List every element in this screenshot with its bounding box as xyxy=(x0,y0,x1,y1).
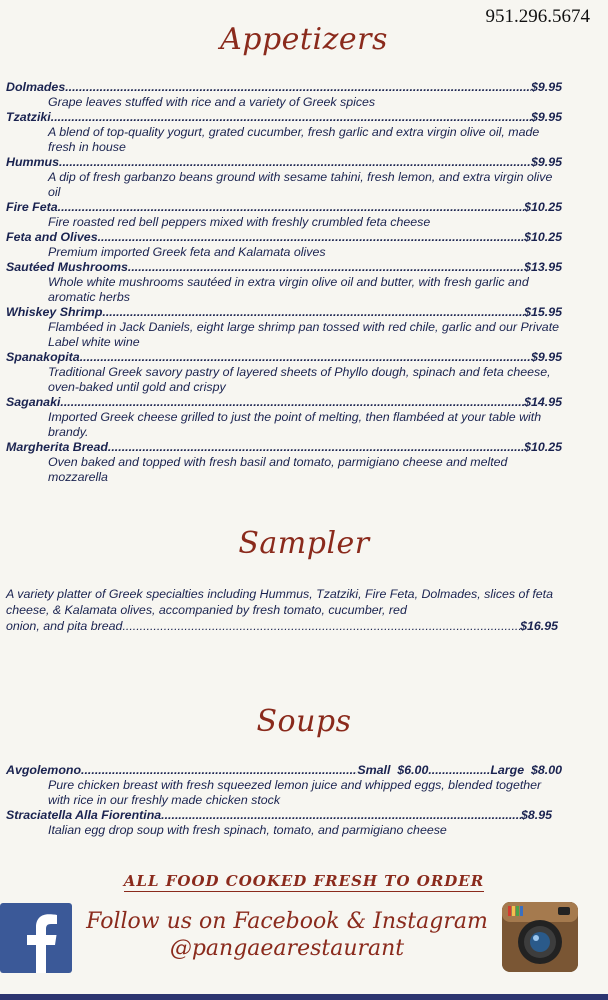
item-name: Spanakopita xyxy=(6,350,80,364)
item-name: Saganaki xyxy=(6,395,61,409)
item-name: Dolmades xyxy=(6,80,66,94)
item-price: $8.95 xyxy=(520,808,552,822)
menu-item xyxy=(6,305,562,350)
menu-item xyxy=(6,395,562,440)
item-price: $10.25 xyxy=(524,230,562,244)
item-name: Whiskey Shrimp xyxy=(6,305,103,319)
small-label: Small xyxy=(357,763,391,777)
item-price: $9.95 xyxy=(530,80,562,94)
menu-item xyxy=(6,763,562,808)
sampler-price: $16.95 xyxy=(520,619,558,633)
follow-line: Follow us on Facebook & Instagram xyxy=(86,909,488,934)
item-name: Sautéed Mushrooms xyxy=(6,260,128,274)
soups-list xyxy=(6,763,562,838)
menu-item xyxy=(6,110,562,155)
bottom-border xyxy=(0,994,608,1000)
menu-item xyxy=(6,808,552,838)
item-price: $15.95 xyxy=(524,305,562,319)
instagram-icon[interactable] xyxy=(502,902,578,972)
large-label: Large xyxy=(490,763,525,777)
small-price: $6.00 xyxy=(397,763,429,777)
item-price: $9.95 xyxy=(530,350,562,364)
item-price: $10.25 xyxy=(524,200,562,214)
item-description: Traditional Greek savory pastry of layered sheets of Phyllo dough, spinach and feta cheese, oven-baked until gold and crispy xyxy=(48,365,551,394)
item-price: $9.95 xyxy=(530,155,562,169)
menu-item xyxy=(6,200,562,230)
menu-item xyxy=(6,260,562,305)
item-name: Avgolemono xyxy=(6,763,82,777)
social-handle: @pangaearestaurant xyxy=(169,936,405,961)
large-price: $8.00 xyxy=(530,763,562,777)
item-name: Tzatziki xyxy=(6,110,51,124)
item-description: Imported Greek cheese grilled to just the point of melting, then flambéed at your table with brandy. xyxy=(48,410,542,439)
item-name: Fire Feta xyxy=(6,200,58,214)
menu-item xyxy=(6,80,562,110)
item-description: A blend of top-quality yogurt, grated cucumber, fresh garlic and extra virgin olive oil, made fresh in house xyxy=(48,125,540,154)
item-price: $10.25 xyxy=(524,440,562,454)
social-follow-text xyxy=(80,908,494,962)
menu-item xyxy=(6,230,562,260)
menu-item xyxy=(6,440,562,485)
item-name: Hummus xyxy=(6,155,60,169)
sampler-text: A variety platter of Greek specialties including Hummus, Tzatziki, Fire Feta, Dolmades, slices of feta cheese, & Kalamata olives, accompanied by fresh tomato, cucumber, red xyxy=(6,587,553,617)
item-description: Oven baked and topped with fresh basil and tomato, parmigiano cheese and melted mozzarella xyxy=(48,455,508,484)
appetizers-heading: Appetizers xyxy=(220,22,388,57)
soups-heading: Soups xyxy=(256,704,352,739)
item-description: Whole white mushrooms sautéed in extra virgin olive oil and butter, with fresh garlic and aromatic herbs xyxy=(48,275,529,304)
item-name: Feta and Olives xyxy=(6,230,98,244)
item-description: Flambéed in Jack Daniels, eight large shrimp pan tossed with red chile, garlic and our Private Label white wine xyxy=(48,320,560,349)
facebook-icon[interactable] xyxy=(0,903,72,973)
item-description: Pure chicken breast with fresh squeezed lemon juice and whipped eggs, blended together with rice in our freshly made chicken stock xyxy=(48,778,542,807)
item-description: Fire roasted red bell peppers mixed with freshly crumbled feta cheese xyxy=(48,215,431,229)
item-price: $13.95 xyxy=(524,260,562,274)
item-description: Premium imported Greek feta and Kalamata olives xyxy=(48,245,326,259)
menu-item xyxy=(6,155,562,200)
sampler-heading: Sampler xyxy=(238,526,370,561)
sampler-description xyxy=(6,586,558,634)
menu-item xyxy=(6,350,562,395)
item-description: Grape leaves stuffed with rice and a variety of Greek spices xyxy=(48,95,376,109)
item-price: $9.95 xyxy=(530,110,562,124)
item-description: Italian egg drop soup with fresh spinach, tomato, and parmigiano cheese xyxy=(48,823,447,837)
item-price: $14.95 xyxy=(524,395,562,409)
item-name: Margherita Bread xyxy=(6,440,108,454)
appetizers-list xyxy=(6,80,562,485)
cooked-fresh-banner: ALL FOOD COOKED FRESH TO ORDER xyxy=(123,872,485,890)
phone-number: 951.296.5674 xyxy=(485,6,590,27)
item-name: Straciatella Alla Fiorentina xyxy=(6,808,162,822)
item-description: A dip of fresh garbanzo beans ground with sesame tahini, fresh lemon, and extra virgin olive oil xyxy=(48,170,553,199)
sampler-text-end: onion, and pita bread xyxy=(6,619,123,633)
